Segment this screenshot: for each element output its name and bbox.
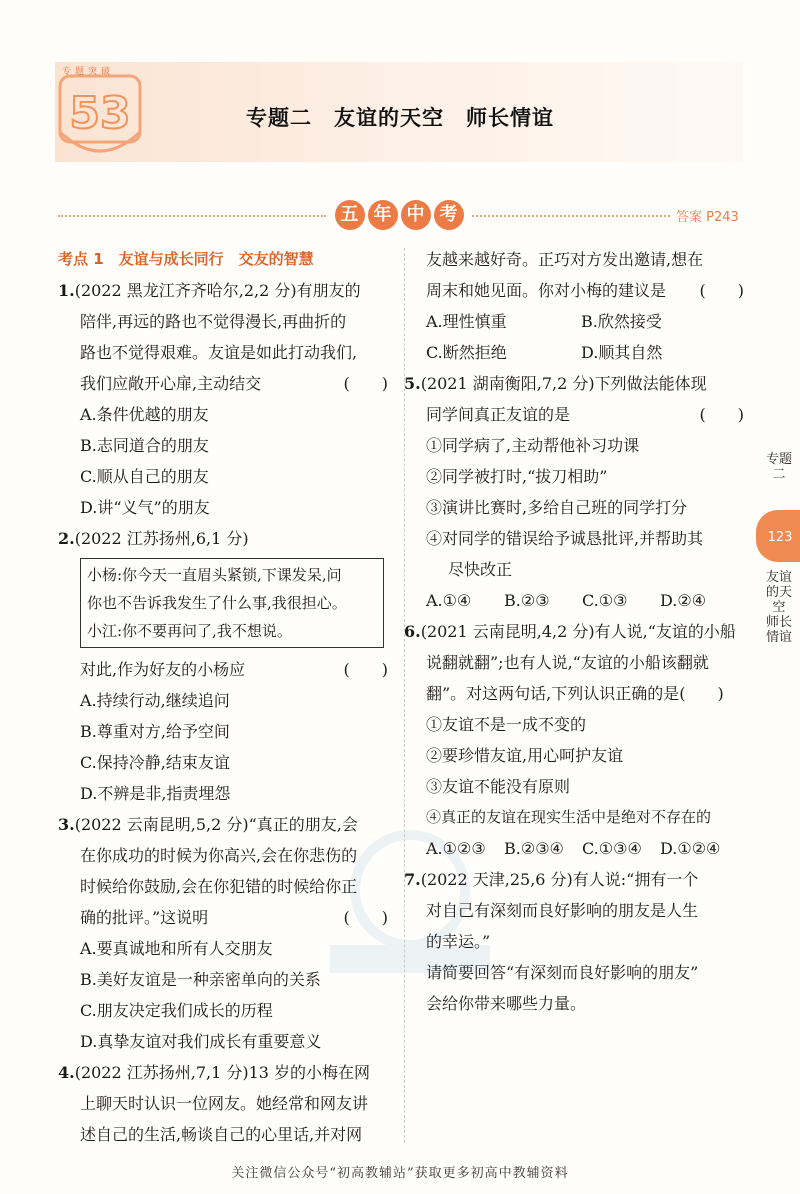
question-number: 6. — [404, 622, 421, 641]
option-c: C.①③ — [582, 591, 628, 610]
question-4-cont-line: 周末和她见面。你对小梅的建议是 ( ) — [426, 275, 744, 306]
statement-item: ④真正的友谊在现实生活中是绝对不存在的 — [426, 808, 712, 826]
option-d: D.②④ — [660, 591, 707, 610]
question-2-line: 2.(2022 江苏扬州,6,1 分) — [58, 529, 249, 548]
statement-item: ②要珍惜友谊,用心呵护友谊 — [426, 746, 624, 765]
question-7-line: 7.(2022 天津,25,6 分)有人说:“拥有一个 — [404, 870, 699, 889]
footer-note: 关注微信公众号“初高教辅站”获取更多初高中教辅资料 — [231, 1166, 569, 1181]
options-row — [426, 337, 744, 368]
option-b: B.②③ — [504, 591, 550, 610]
question-3-line: 确的批评。”这说明 ( ) — [58, 902, 388, 933]
badge-char: 年 — [368, 200, 398, 230]
option-d: D.顺其自然 — [581, 343, 663, 362]
question-number: 3. — [58, 815, 75, 834]
dialogue-line: 你也不告诉我发生了什么事,我很担心。 — [87, 594, 347, 612]
question-7-stem: 请简要回答“有深刻而良好影响的朋友” — [426, 963, 699, 982]
sidebar-topic: 专题二 — [765, 452, 792, 482]
option-c: C.①③④ — [582, 839, 642, 858]
option-d: D.①②④ — [660, 839, 721, 858]
question-4-line: 4.(2022 江苏扬州,7,1 分)13 岁的小梅在网 — [58, 1063, 371, 1082]
statement-item: ③演讲比赛时,多给自己班的同学打分 — [426, 498, 688, 517]
option-a: A.理性慎重 — [426, 312, 507, 331]
divider-right — [472, 215, 670, 217]
question-7-line: 对自己有深刻而良好影响的朋友是人生 — [426, 901, 699, 920]
dialogue-line: 小江:你不要再问了,我不想说。 — [87, 622, 292, 640]
option-d: D.真挚友谊对我们成长有重要意义 — [80, 1032, 322, 1051]
logo-number: 53 — [69, 88, 131, 139]
option-b: B.欣然接受 — [581, 312, 662, 331]
option-d: D.讲“义气”的朋友 — [80, 498, 210, 517]
answer-reference: 答案 P243 — [676, 210, 739, 225]
option-d: D.不辨是非,指责埋怨 — [80, 784, 231, 803]
option-b: B.美好友谊是一种亲密单向的关系 — [80, 970, 321, 989]
page-title: 专题二 友谊的天空 师长情谊 — [246, 106, 554, 130]
question-number: 2. — [58, 529, 75, 548]
statement-item: ③友谊不能没有原则 — [426, 777, 571, 796]
option-c: C.保持冷静,结束友谊 — [80, 753, 230, 772]
right-column — [404, 244, 744, 1019]
statement-item: ①同学病了,主动帮他补习功课 — [426, 436, 640, 455]
question-number: 7. — [404, 870, 421, 889]
question-3-line: 3.(2022 云南昆明,5,2 分)“真正的朋友,会 — [58, 815, 358, 834]
option-b: B.志同道合的朋友 — [80, 436, 209, 455]
question-4-line: 上聊天时认识一位网友。她经常和网友讲 — [80, 1094, 369, 1113]
option-a: A.持续行动,继续追问 — [80, 691, 230, 710]
option-a: A.条件优越的朋友 — [80, 405, 209, 424]
question-7-line: 的幸运。” — [426, 932, 491, 951]
options-row — [426, 306, 744, 337]
option-c: C.朋友决定我们成长的历程 — [80, 1001, 273, 1020]
question-3-line: 在你成功的时候为你高兴,会在你悲伤的 — [80, 846, 358, 865]
question-number: 4. — [58, 1063, 75, 1082]
answer-bracket: ( ) — [679, 684, 724, 703]
sidebar-subtitle: 友谊的天空 师长情谊 — [765, 570, 799, 645]
question-4-cont-line: 友越来越好奇。正巧对方发出邀请,想在 — [426, 250, 704, 269]
answer-bracket: ( ) — [699, 281, 744, 300]
statement-item: ④对同学的错误给予诚恳批评,并帮助其 — [426, 529, 704, 548]
dialogue-box — [80, 558, 384, 648]
question-4-line: 述自己的生活,畅谈自己的心里话,并对网 — [80, 1125, 363, 1144]
question-6-line: 说翻就翻”;也有人说,“友谊的小船该翻就 — [426, 653, 709, 672]
dialogue-line: 小杨:你今天一直眉头紧锁,下课发呆,问 — [87, 566, 342, 584]
question-number: 5. — [404, 374, 421, 393]
question-5-line: 5.(2021 湖南衡阳,7,2 分)下列做法能体现 — [404, 374, 707, 393]
badge-char: 中 — [401, 200, 431, 230]
option-c: C.断然拒绝 — [426, 343, 507, 362]
question-2-stem: 对此,作为好友的小杨应 ( ) — [58, 654, 388, 685]
question-1-line: 我们应敞开心扉,主动结交 ( ) — [58, 368, 388, 399]
option-a: A.①④ — [426, 591, 472, 610]
options-row — [426, 585, 744, 616]
answer-bracket: ( ) — [343, 374, 388, 393]
divider-left — [58, 215, 326, 217]
answer-bracket: ( ) — [343, 660, 388, 679]
question-1-line: 1.(2022 黑龙江齐齐哈尔,2,2 分)有朋友的 — [58, 281, 361, 300]
question-1-line: 陪伴,再远的路也不觉得漫长,再曲折的 — [80, 312, 347, 331]
question-3-line: 时候给你鼓励,会在你犯错的时候给你正 — [80, 877, 358, 896]
left-column — [58, 244, 388, 1150]
option-c: C.顺从自己的朋友 — [80, 467, 209, 486]
question-1-line: 路也不觉得艰难。友谊是如此打动我们, — [80, 343, 358, 362]
exam-point-heading: 考点 1 友谊与成长同行 交友的智慧 — [58, 250, 314, 268]
answer-bracket: ( ) — [343, 908, 388, 927]
option-b: B.②③④ — [504, 839, 564, 858]
option-b: B.尊重对方,给予空间 — [80, 722, 230, 741]
badge-char: 五 — [335, 200, 365, 230]
question-5-line: 同学间真正友谊的是 ( ) — [426, 399, 744, 430]
question-6-line: 6.(2021 云南昆明,4,2 分)有人说,“友谊的小船 — [404, 622, 736, 641]
question-7-stem: 会给你带来哪些力量。 — [426, 994, 587, 1013]
option-a: A.①②③ — [426, 839, 486, 858]
statement-item-cont: 尽快改正 — [448, 560, 513, 579]
badge-char: 考 — [434, 200, 464, 230]
statement-item: ②同学被打时,“拔刀相助” — [426, 467, 608, 486]
answer-bracket: ( ) — [699, 405, 744, 424]
question-number: 1. — [58, 281, 75, 300]
options-row — [426, 833, 744, 864]
statement-item: ①友谊不是一成不变的 — [426, 715, 587, 734]
option-a: A.要真诚地和所有人交朋友 — [80, 939, 273, 958]
section-badge — [332, 200, 466, 232]
question-6-line: 翻”。对这两句话,下列认识正确的是( ) — [426, 684, 724, 703]
logo-tag: 专题突破 — [62, 67, 115, 77]
page-number: 123 — [767, 530, 793, 545]
